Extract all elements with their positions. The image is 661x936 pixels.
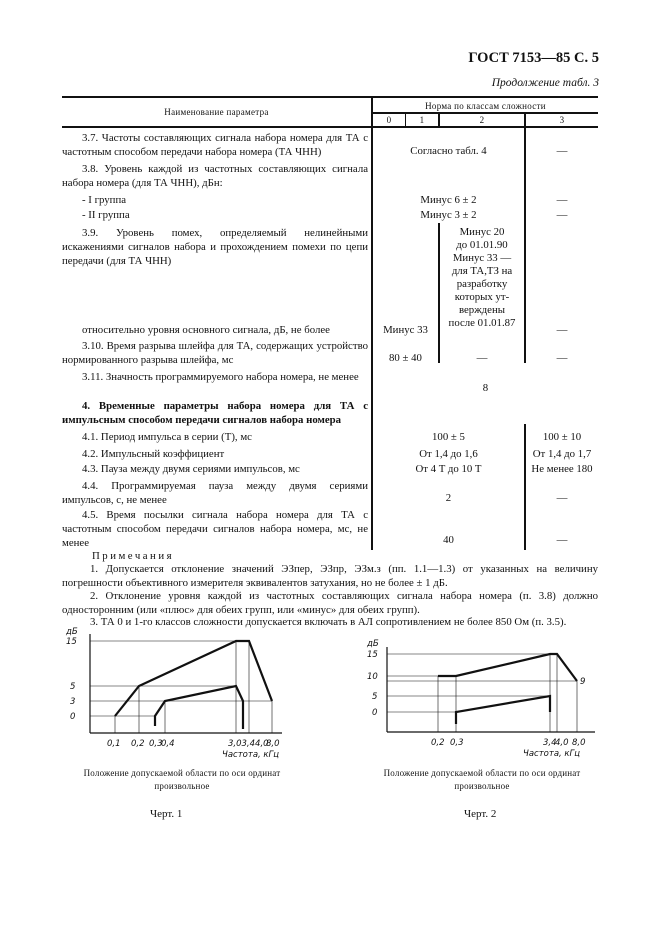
column-header-parameter: Наименование параметра	[164, 107, 269, 117]
table-continuation-label: Продолжение табл. 3	[491, 77, 599, 89]
row-3-8-group-1-class-3: —	[556, 194, 568, 206]
svg-text:0: 0	[372, 708, 378, 718]
figure-1-caption	[72, 767, 292, 793]
row-4-4-label: 4.4. Программируемая пауза между двумя сериями импульсов, с, не менее	[62, 480, 368, 506]
svg-text:5: 5	[70, 682, 76, 692]
row-4-1-class-3: 100 ± 10	[542, 431, 582, 443]
row-3-8-group-2-class-0-2: Минус 3 ± 2	[420, 209, 477, 221]
chart-2-y-unit: дБ	[367, 639, 379, 649]
svg-text:3: 3	[70, 697, 76, 707]
row-3-11-label: 3.11. Значность программируемого набора номера, не менее	[82, 371, 359, 383]
chart-2	[387, 647, 595, 732]
svg-text:0,2: 0,2	[431, 738, 445, 748]
svg-text:8,0: 8,0	[266, 739, 280, 749]
row-3-8-group-1-class-0-2: Минус 6 ± 2	[420, 194, 477, 206]
svg-text:8,0: 8,0	[572, 738, 586, 748]
row-3-9-class-2-line: после 01.01.87	[448, 317, 516, 329]
figure-1-label: Черт. 1	[150, 808, 183, 820]
row-3-8-label: 3.8. Уровень каждой из частотных составляющих сигнала набора номера (для ТА ЧНН), дБн:	[62, 163, 368, 189]
note-3: 3. ТА 0 и 1-го классов сложности допускается включать в АЛ сопротивлением не более 850 Ом (п. 3.5).	[90, 616, 567, 628]
svg-text:0,3: 0,3	[450, 738, 464, 748]
row-3-9-class-3: —	[556, 324, 568, 336]
row-3-11-class-0-3: 8	[482, 382, 489, 394]
row-4-5-class-0-2: 40	[443, 534, 454, 546]
row-4-4-class-0-2: 2	[445, 492, 452, 504]
svg-text:15: 15	[367, 650, 378, 660]
row-4-5-class-3: —	[556, 534, 568, 546]
chart-1-labels	[65, 627, 280, 760]
row-3-9-class-2-line: верждены	[458, 304, 505, 316]
figure-2-caption-line-1: Положение допускаемой области по оси ординат	[383, 768, 581, 778]
svg-text:0,1: 0,1	[107, 739, 121, 749]
figure-2-caption-line-2: произвольное	[454, 781, 510, 791]
row-3-7-label: 3.7. Частоты составляющих сигнала набора номера для ТА с частотным способом передачи набора номера (ТА ЧНН)	[62, 132, 368, 158]
document-header-title: ГОСТ 7153—85 С. 5	[468, 50, 599, 66]
row-3-9-class-2-line: Минус 20	[459, 226, 505, 238]
class-header-3: 3	[559, 115, 565, 125]
row-4-3-class-3: Не менее 180	[531, 463, 593, 475]
section-4-heading: 4. Временные параметры набора номера для ТА с импульсным способом передачи сигналов набора номера	[62, 400, 368, 426]
row-3-9-class-0-1: Минус 33	[383, 324, 428, 336]
note-1: 1. Допускается отклонение значений ЭЗпер, ЭЗпр, ЭЗм.з (пп. 1.1—1.3) от указанных на величину погрешности объективного измерителя эквивалентов затухания, но не более ± 1 дБ.	[62, 563, 598, 589]
column-header-norm: Норма по классам сложности	[425, 101, 546, 111]
row-4-3-class-0-2: От 4 T до 10 T	[415, 463, 482, 475]
row-4-2-class-0-2: От 1,4 до 1,6	[419, 448, 478, 460]
row-4-1-class-0-2: 100 ± 5	[432, 431, 465, 443]
row-3-9-class-2-line: разработку	[456, 278, 508, 290]
svg-text:3,03,44,0: 3,03,44,0	[228, 739, 269, 749]
row-3-8-group-2-class-3: —	[556, 209, 568, 221]
row-4-3-label: 4.3. Пауза между двумя сериями импульсов, мс	[82, 463, 300, 475]
svg-text:5: 5	[372, 692, 378, 702]
figure-2-label: Черт. 2	[464, 808, 497, 820]
svg-text:0,2: 0,2	[131, 739, 145, 749]
row-3-7-class-3: —	[556, 145, 568, 157]
row-4-2-label: 4.2. Импульсный коэффициент	[82, 448, 225, 460]
chart-1-x-label: Частота, кГц	[222, 750, 280, 760]
chart-2-x-label: Частота, кГц	[523, 749, 581, 759]
note-2: 2. Отклонение уровня каждой из частотных составляющих сигнала набора номера (п. 3.8) должно односторонним (или «плюс» для обеих групп, или «минус» для обеих групп).	[62, 590, 598, 616]
row-4-4-class-3: —	[556, 492, 568, 504]
row-3-9-class-2-line: для ТА,ТЗ на	[451, 265, 513, 277]
row-3-10-class-2: —	[476, 352, 488, 364]
row-3-9-class-2-line: Минус 33 —	[452, 252, 512, 264]
row-3-9-continuation-label: относительно уровня основного сигнала, дБ, не более	[82, 324, 330, 336]
svg-text:0,4: 0,4	[161, 739, 175, 749]
chart-2-labels	[366, 639, 586, 759]
svg-text:10: 10	[367, 672, 378, 682]
row-3-7-class-0-2: Согласно табл. 4	[410, 145, 487, 157]
row-3-8-group-2-label: - II группа	[82, 209, 130, 221]
class-header-2: 2	[479, 115, 485, 125]
row-3-9-class-2-line: которых ут-	[454, 291, 510, 303]
class-header-0: 0	[386, 115, 392, 125]
class-header-1: 1	[419, 115, 425, 125]
svg-text:0: 0	[70, 712, 76, 722]
row-3-9-class-2-line: до 01.01.90	[456, 239, 508, 251]
row-4-2-class-3: От 1,4 до 1,7	[532, 448, 592, 460]
figure-1-caption-line-1: Положение допускаемой области по оси ординат	[83, 768, 281, 778]
row-4-1-label: 4.1. Период импульса в серии (T), мс	[82, 431, 252, 443]
row-4-5-label: 4.5. Время посылки сигнала набора номера для ТА с частотным способом передачи сигналов набора номера, мс, не менее	[62, 509, 368, 549]
row-3-9-label: 3.9. Уровень помех, определяемый нелинейными искажениями сигналов набора и прохождением помехи по цепи передачи (для ТА ЧНН)	[62, 227, 368, 267]
chart-2-annotation-9: 9	[580, 677, 586, 687]
figure-1-caption-line-2: произвольное	[154, 781, 210, 791]
chart-1-y-unit: дБ	[66, 627, 78, 637]
row-3-10-class-0-1: 80 ± 40	[389, 352, 422, 364]
row-3-8-group-1-label: - I группа	[82, 194, 127, 206]
svg-text:3,4: 3,4	[543, 738, 557, 748]
row-3-10-label: 3.10. Время разрыва шлейфа для ТА, содержащих устройство нормированного разрыва шлейфа, мс	[62, 340, 368, 366]
figure-2-caption	[372, 767, 592, 793]
svg-text:0,3: 0,3	[149, 739, 163, 749]
row-3-10-class-3: —	[556, 352, 568, 364]
chart-1	[90, 634, 282, 733]
notes-heading: Примечания	[92, 550, 175, 562]
svg-text:4,0: 4,0	[555, 738, 569, 748]
svg-text:15: 15	[66, 637, 77, 647]
